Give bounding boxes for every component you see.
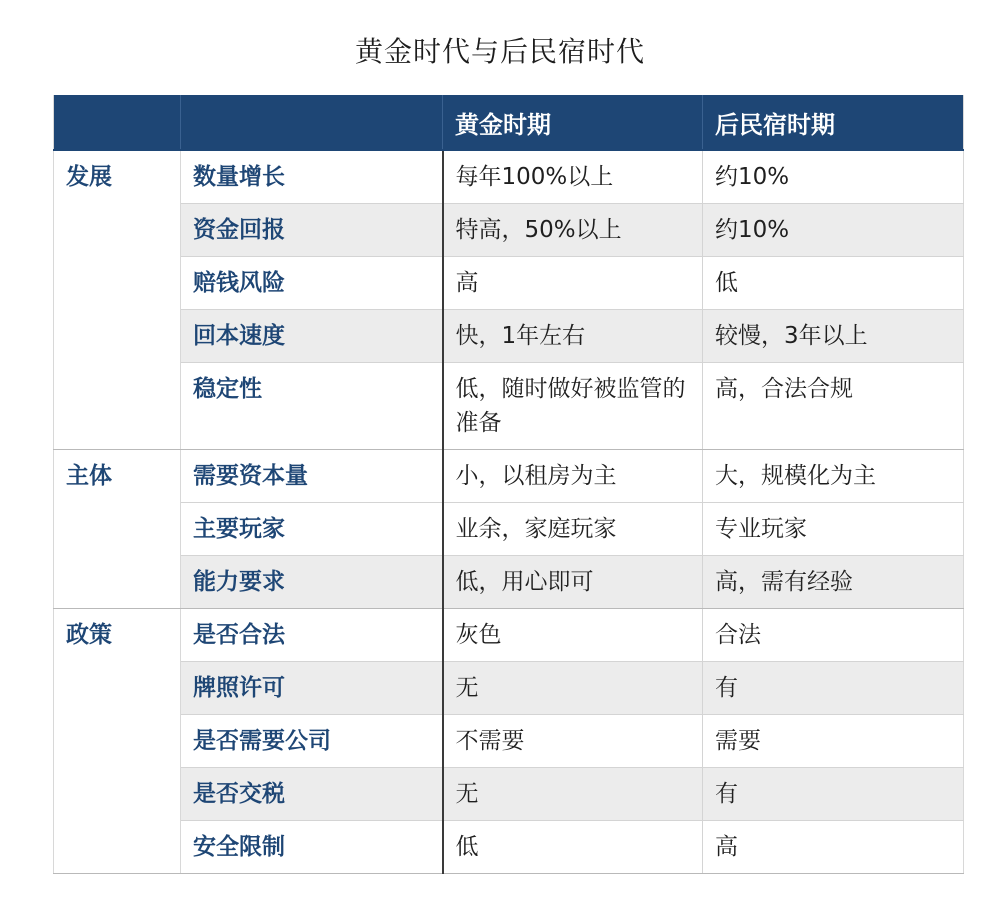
row-label: 是否合法 bbox=[181, 608, 443, 661]
row-label: 是否需要公司 bbox=[181, 714, 443, 767]
group-label-policy: 政策 bbox=[54, 608, 181, 873]
table-row bbox=[54, 555, 964, 608]
table-row bbox=[54, 362, 964, 449]
table-row bbox=[54, 256, 964, 309]
row-label: 牌照许可 bbox=[181, 661, 443, 714]
page-title: 黄金时代与后民宿时代 bbox=[354, 35, 645, 68]
row-label: 主要玩家 bbox=[181, 502, 443, 555]
header-post-minsu-period: 后民宿时期 bbox=[703, 95, 964, 150]
post-value: 需要 bbox=[703, 714, 964, 767]
comparison-table bbox=[53, 95, 964, 874]
row-label: 需要资本量 bbox=[181, 449, 443, 502]
row-label: 回本速度 bbox=[181, 309, 443, 362]
golden-value: 低，随时做好被监管的准备 bbox=[443, 362, 703, 449]
golden-value: 业余，家庭玩家 bbox=[443, 502, 703, 555]
table-row bbox=[54, 608, 964, 661]
table-row bbox=[54, 449, 964, 502]
golden-value: 无 bbox=[443, 661, 703, 714]
post-value: 较慢，3年以上 bbox=[703, 309, 964, 362]
golden-value: 灰色 bbox=[443, 608, 703, 661]
post-value: 高，需有经验 bbox=[703, 555, 964, 608]
golden-value: 小，以租房为主 bbox=[443, 449, 703, 502]
table-row bbox=[54, 502, 964, 555]
post-value: 约10% bbox=[703, 203, 964, 256]
golden-value: 低，用心即可 bbox=[443, 555, 703, 608]
post-value: 专业玩家 bbox=[703, 502, 964, 555]
row-label: 能力要求 bbox=[181, 555, 443, 608]
golden-value: 无 bbox=[443, 767, 703, 820]
header-row bbox=[54, 95, 964, 150]
row-label: 是否交税 bbox=[181, 767, 443, 820]
post-value: 高，合法合规 bbox=[703, 362, 964, 449]
table-row bbox=[54, 203, 964, 256]
header-empty-item bbox=[181, 95, 443, 150]
post-value: 低 bbox=[703, 256, 964, 309]
golden-value: 不需要 bbox=[443, 714, 703, 767]
post-value: 有 bbox=[703, 661, 964, 714]
post-value: 有 bbox=[703, 767, 964, 820]
row-label: 赔钱风险 bbox=[181, 256, 443, 309]
table-row bbox=[54, 150, 964, 203]
golden-value: 快，1年左右 bbox=[443, 309, 703, 362]
table-row bbox=[54, 820, 964, 873]
table-row bbox=[54, 661, 964, 714]
table-row bbox=[54, 767, 964, 820]
table-row bbox=[54, 309, 964, 362]
post-value: 高 bbox=[703, 820, 964, 873]
row-label: 稳定性 bbox=[181, 362, 443, 449]
table-row bbox=[54, 714, 964, 767]
golden-value: 每年100%以上 bbox=[443, 150, 703, 203]
post-value: 约10% bbox=[703, 150, 964, 203]
group-label-development: 发展 bbox=[54, 150, 181, 449]
golden-value: 低 bbox=[443, 820, 703, 873]
post-value: 合法 bbox=[703, 608, 964, 661]
row-label: 数量增长 bbox=[181, 150, 443, 203]
golden-value: 高 bbox=[443, 256, 703, 309]
post-value: 大，规模化为主 bbox=[703, 449, 964, 502]
row-label: 安全限制 bbox=[181, 820, 443, 873]
row-label: 资金回报 bbox=[181, 203, 443, 256]
header-empty-category bbox=[54, 95, 181, 150]
header-golden-period: 黄金时期 bbox=[443, 95, 703, 150]
group-label-subject: 主体 bbox=[54, 449, 181, 608]
golden-value: 特高，50%以上 bbox=[443, 203, 703, 256]
